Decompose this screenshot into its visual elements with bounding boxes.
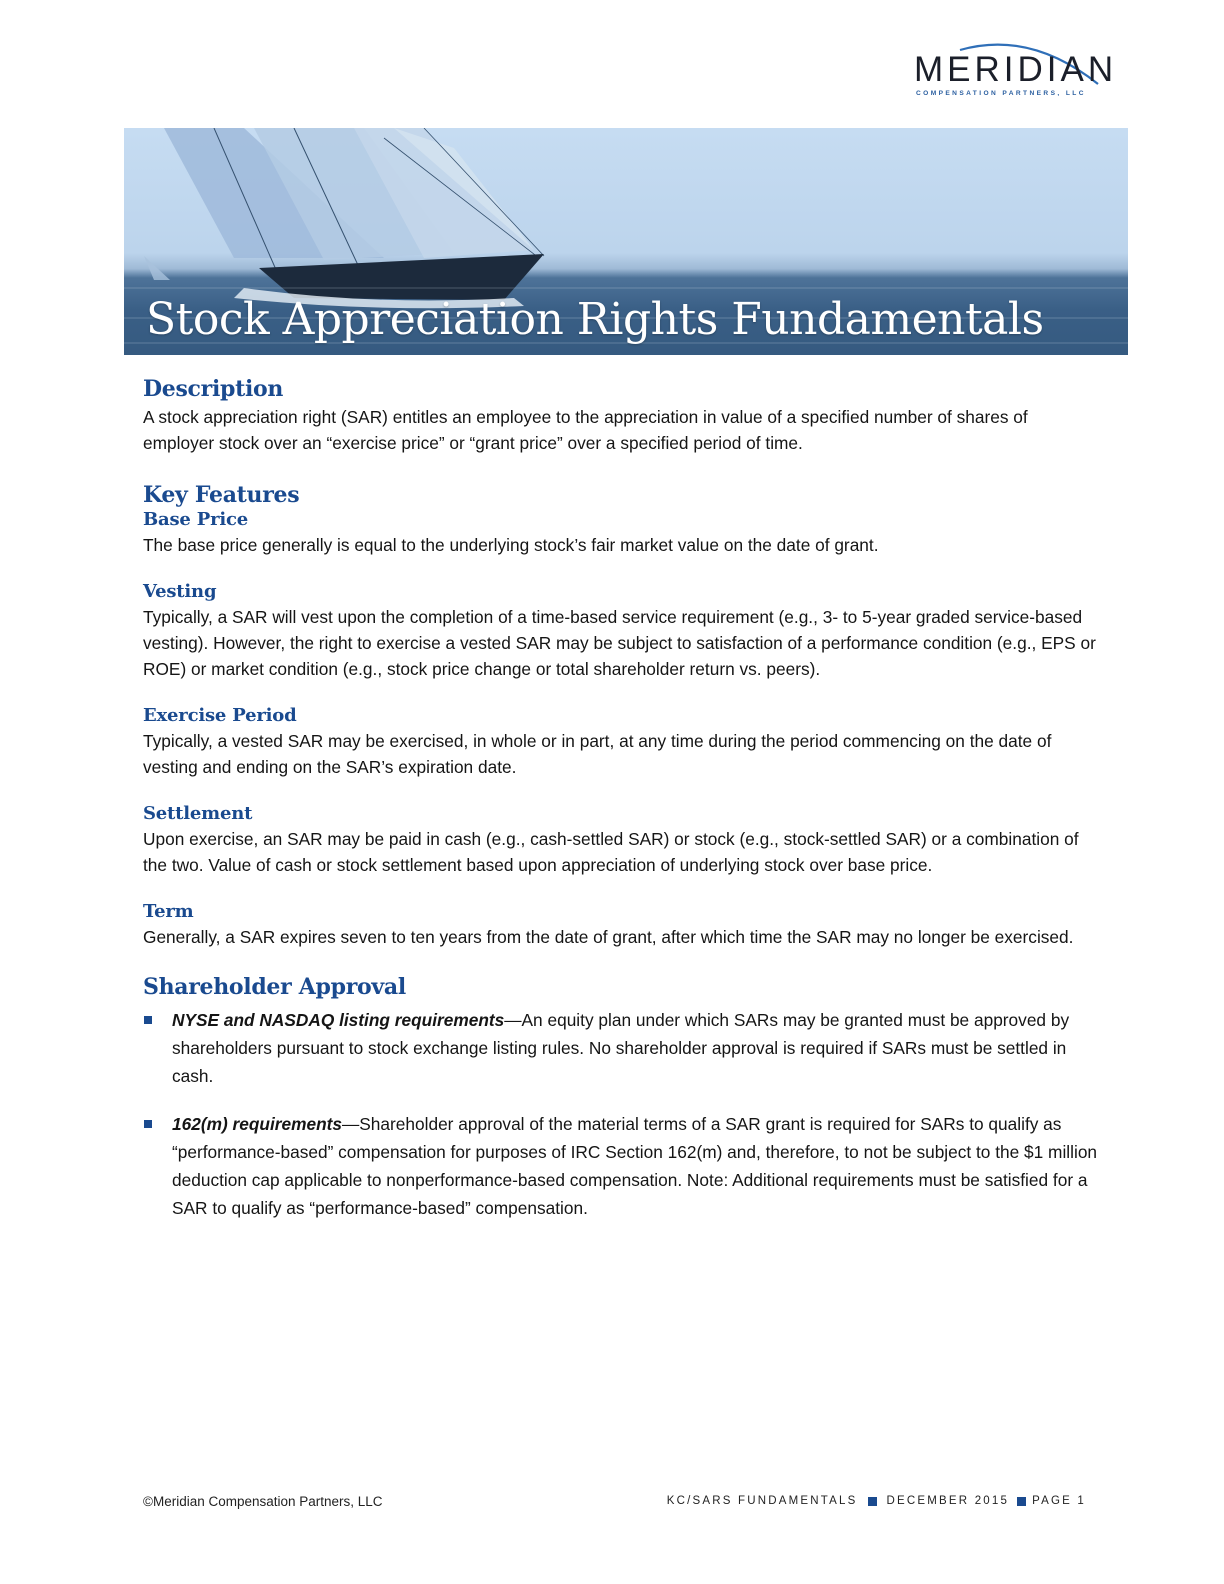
section-description: [143, 374, 1103, 456]
approval-list: [143, 1006, 1103, 1222]
footer-date: DECEMBER 2015: [886, 1495, 1010, 1507]
subheading-vesting: Vesting: [143, 581, 217, 602]
document-body: [143, 374, 1103, 1242]
logo-tagline: COMPENSATION PARTNERS, LLC: [916, 90, 1086, 97]
term-text: Generally, a SAR expires seven to ten years from the date of grant, after which time the SAR may no longer be exercised.: [143, 927, 1074, 947]
bullet-text: —Shareholder approval of the material terms of a SAR grant is required for SARs to qualify as “performance-based” compensation for purposes of IRC Section 162(m) and, therefore, to not be subject to the $1 million deduction cap applicable to nonperformance-based compensation. Note: Additional requirements must be satisfied for a SAR to qualify as “performance-based” compensation.: [172, 1114, 1098, 1218]
meridian-logo: [900, 32, 1118, 102]
list-item: [143, 1110, 1103, 1222]
subheading-exercise-period: Exercise Period: [143, 705, 297, 726]
logo-wordmark: MERIDIAN: [914, 50, 1118, 89]
list-item: [143, 1006, 1103, 1090]
exercise-period-text: Typically, a vested SAR may be exercised, in whole or in part, at any time during the period commencing on the date of vesting and ending on the SAR’s expiration date.: [143, 731, 1052, 777]
square-separator-icon: [1017, 1497, 1026, 1506]
bullet-lead: 162(m) requirements: [172, 1114, 342, 1134]
heading-description: Description: [143, 376, 284, 402]
feature-base-price: [143, 508, 1103, 558]
square-separator-icon: [868, 1497, 877, 1506]
heading-key-features: Key Features: [143, 482, 300, 508]
bullet-lead: NYSE and NASDAQ listing requirements: [172, 1010, 505, 1030]
feature-settlement: [143, 802, 1103, 878]
base-price-text: The base price generally is equal to the underlying stock’s fair market value on the date of grant.: [143, 535, 879, 555]
bullet-text: —An equity plan under which SARs may be granted must be approved by shareholders pursuant to stock exchange listing rules. No shareholder approval is required if SARs must be settled in cash.: [172, 1010, 1070, 1086]
header-banner: [124, 128, 1128, 355]
footer-copyright: ©Meridian Compensation Partners, LLC: [143, 1494, 383, 1509]
square-bullet-icon: [144, 1120, 152, 1128]
vesting-text: Typically, a SAR will vest upon the completion of a time-based service requirement (e.g., 3- to 5-year graded service-based vesting). However, the right to exercise a vested SAR may be subject to satisfaction of a performance condition (e.g., EPS or ROE) or market condition (e.g., stock price change or total shareholder return vs. peers).: [143, 607, 1096, 679]
footer-meta: [667, 1495, 1086, 1507]
feature-vesting: [143, 580, 1103, 682]
section-shareholder-approval: [143, 972, 1103, 1222]
subheading-base-price: Base Price: [143, 509, 248, 530]
square-bullet-icon: [144, 1016, 152, 1024]
heading-shareholder-approval: Shareholder Approval: [143, 974, 406, 1000]
subheading-settlement: Settlement: [143, 803, 253, 824]
description-text: A stock appreciation right (SAR) entitles an employee to the appreciation in value of a specified number of shares of employer stock over an “exercise price” or “grant price” over a specified period of time.: [143, 407, 1028, 453]
settlement-text: Upon exercise, an SAR may be paid in cash (e.g., cash-settled SAR) or stock (e.g., stock-settled SAR) or a combination of the two. Value of cash or stock settlement based upon appreciation of underlying stock over base price.: [143, 829, 1079, 875]
footer-page: PAGE 1: [1032, 1495, 1086, 1507]
subheading-term: Term: [143, 901, 194, 922]
feature-term: [143, 900, 1103, 950]
page-title: Stock Appreciation Rights Fundamentals: [146, 294, 1044, 345]
footer-doc-code: KC/SARS FUNDAMENTALS: [666, 1495, 858, 1507]
feature-exercise-period: [143, 704, 1103, 780]
section-key-features: [143, 482, 1103, 950]
